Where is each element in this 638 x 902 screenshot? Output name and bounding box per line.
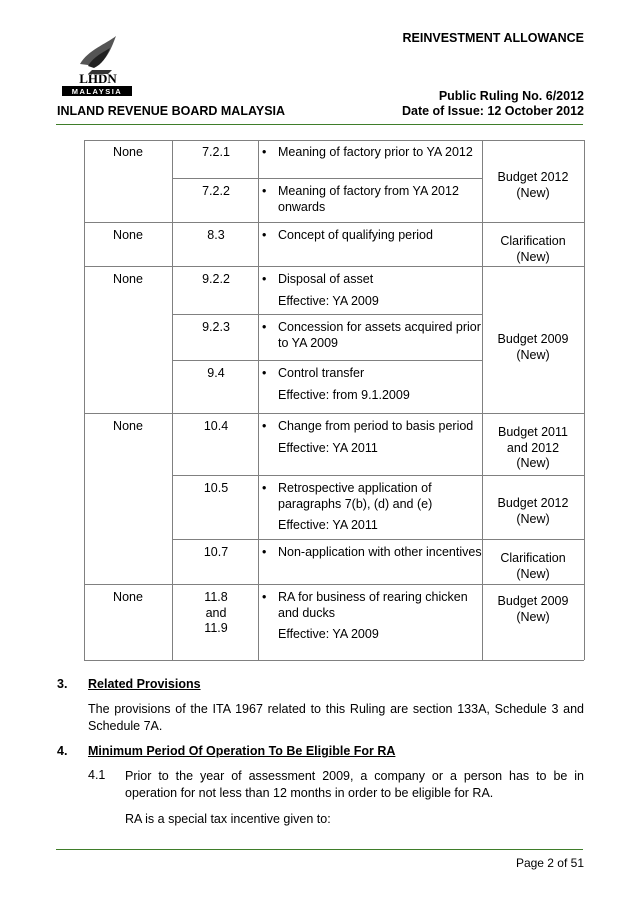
description-cell (262, 545, 482, 561)
remarks-cell: Budget 2012 (New) (497, 170, 569, 200)
table-hline (172, 314, 482, 315)
section-4-heading: Minimum Period Of Operation To Be Eligible For RA (88, 744, 396, 758)
description-text: Concession for assets acquired prior to YA 2009 (278, 320, 481, 350)
paragraph-cell: 10.4 (203, 419, 229, 433)
table-hline (172, 539, 584, 540)
description-cell (262, 184, 482, 215)
table-hline (84, 584, 584, 585)
bullet-icon: • (262, 228, 267, 242)
effective-date: Effective: YA 2009 (278, 627, 379, 641)
table-hline (172, 475, 584, 476)
table-hline (172, 360, 482, 361)
description-text: Concept of qualifying period (278, 228, 433, 242)
amendment-cell: None (113, 145, 143, 159)
description-text: Meaning of factory from YA 2012 onwards (278, 184, 459, 214)
bullet-icon: • (262, 366, 267, 380)
table-hline (84, 140, 584, 141)
paragraph-cell: 9.4 (207, 366, 225, 380)
paragraph-cell: 9.2.3 (202, 320, 230, 334)
bullet-icon: • (262, 320, 267, 334)
table-vline (584, 140, 585, 660)
remarks-cell: Clarification (New) (500, 551, 566, 581)
remarks-cell: Budget 2009 (New) (497, 332, 569, 362)
description-cell (262, 272, 482, 309)
ruling-number: Public Ruling No. 6/2012 (438, 89, 584, 103)
description-text: Meaning of factory prior to YA 2012 (278, 145, 473, 159)
bullet-icon: • (262, 184, 267, 198)
footer-rule (56, 849, 583, 850)
table-hline (172, 178, 482, 179)
description-cell (262, 320, 482, 351)
description-text: Change from period to basis period (278, 419, 474, 433)
description-cell (262, 590, 482, 643)
header-rule (56, 124, 583, 125)
subsection-4-1-text-2: RA is a special tax incentive given to: (125, 812, 331, 826)
table-vline (84, 140, 85, 660)
description-text: Non-application with other incentives (278, 545, 482, 559)
description-text: RA for business of rearing chicken and ducks (278, 590, 468, 620)
amendment-cell: None (113, 272, 143, 286)
paragraph-cell: 11.8 and 11.9 (204, 590, 228, 635)
description-cell (262, 228, 482, 244)
remarks-cell: Budget 2009 (New) (497, 594, 569, 624)
bullet-icon: • (262, 272, 267, 286)
effective-date: Effective: from 9.1.2009 (278, 387, 410, 402)
description-text: Retrospective application of paragraphs 7(b), (d) and (e) (278, 481, 433, 511)
logo-subtext: MALAYSIA (71, 87, 123, 96)
remarks-cell: Budget 2011 and 2012 (New) (498, 425, 568, 470)
page-number: Page 2 of 51 (515, 856, 584, 870)
paragraph-cell: 7.2.1 (202, 145, 230, 159)
effective-date: Effective: YA 2009 (278, 293, 379, 308)
effective-date: Effective: YA 2011 (278, 518, 378, 532)
subsection-4-1-number: 4.1 (88, 768, 106, 782)
table-hline (84, 266, 584, 267)
description-cell (262, 145, 482, 161)
paragraph-cell: 7.2.2 (202, 184, 230, 198)
logo-text: LHDN (79, 71, 117, 86)
paragraph-cell: 10.5 (203, 481, 229, 495)
bullet-icon: • (262, 481, 267, 495)
issue-date: Date of Issue: 12 October 2012 (401, 104, 584, 118)
table-vline (482, 140, 483, 660)
table-hline (84, 222, 584, 223)
paragraph-cell: 10.7 (203, 545, 229, 559)
table-vline (258, 140, 259, 660)
section-3-text: The provisions of the ITA 1967 related to this Ruling are section 133A, Schedule 3 and Schedule 7A. (88, 702, 584, 733)
section-3-heading: Related Provisions (88, 677, 201, 691)
description-text: Control transfer (278, 366, 365, 380)
description-cell (262, 419, 482, 456)
section-3-number: 3. (57, 677, 68, 691)
bullet-icon: • (262, 145, 267, 159)
paragraph-cell: 8.3 (207, 228, 225, 242)
remarks-cell: Clarification (New) (500, 234, 566, 264)
lhdn-logo (58, 30, 136, 102)
bullet-icon: • (262, 419, 267, 433)
amendment-cell: None (113, 590, 143, 604)
effective-date: Effective: YA 2011 (278, 440, 378, 455)
description-text: Disposal of asset (278, 272, 374, 286)
bullet-icon: • (262, 590, 267, 604)
description-cell (262, 481, 482, 534)
bullet-icon: • (262, 545, 267, 559)
amendment-cell: None (113, 419, 143, 433)
amendment-cell: None (113, 228, 143, 242)
table-hline (84, 660, 584, 661)
table-vline (172, 140, 173, 660)
table-hline (84, 413, 584, 414)
paragraph-cell: 9.2.2 (202, 272, 230, 286)
subsection-4-1-text: Prior to the year of assessment 2009, a company or a person has to be in operation for not less than 12 months in order to be eligible for RA. (125, 769, 584, 800)
description-cell (262, 366, 482, 403)
section-4-number: 4. (57, 744, 68, 758)
document-title: REINVESTMENT ALLOWANCE (402, 31, 584, 45)
remarks-cell: Budget 2012 (New) (497, 496, 569, 526)
organization-name: INLAND REVENUE BOARD MALAYSIA (57, 104, 286, 118)
